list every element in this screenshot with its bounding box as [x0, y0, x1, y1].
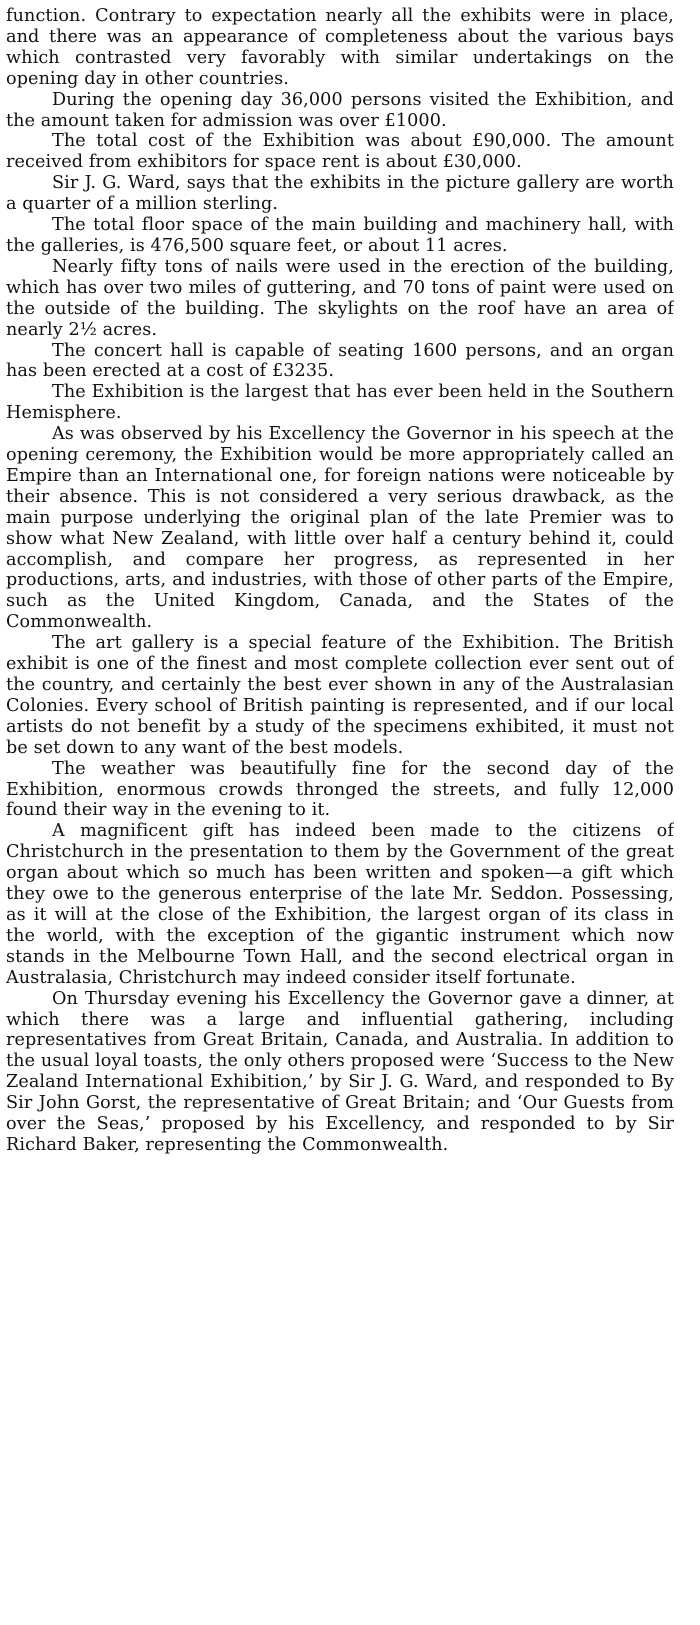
paragraph-opening-day: function. Contrary to expectation nearly all the exhibits were in place, and there was an appearance of completeness about the various bays which contrasted very favorably with similar undertakings on the opening day in other countries.: [6, 6, 674, 89]
paragraph-floor-space: The total floor space of the main building and machinery hall, with the galleries, is 476,500 square feet, or about 11 acres.: [6, 215, 674, 256]
paragraph-weather: The weather was beautifully fine for the second day of the Exhibition, enormous crowds thronged the streets, and fully 12,000 found their way in the evening to it.: [6, 758, 674, 821]
newspaper-column: [6, 6, 674, 1621]
paragraph-art-gallery: The art gallery is a special feature of the Exhibition. The British exhibit is one of the finest and most complete collection ever sent out of the country, and certainly the best ever shown in any of the Australasian Colonies. Every school of British painting is represented, and if our local artists do not benefit by a study of the specimens exhibited, it must not be set down to any want of the best models.: [6, 633, 674, 758]
paragraph-organ-gift: A magnificent gift has indeed been made to the citizens of Christchurch in the presentation to them by the Government of the great organ about which so much has been written and spoken—a gift which they owe to the generous enterprise of the late Mr. Seddon. Possessing, as it will at the close of the Exhibition, the largest organ of its class in the world, with the exception of the gigantic instrument which now stands in the Melbourne Town Hall, and the second electrical organ in Australasia, Christchurch may indeed consider itself fortunate.: [6, 821, 674, 988]
paragraph-largest: The Exhibition is the largest that has ever been held in the Southern Hemisphere.: [6, 382, 674, 424]
paragraph-picture-gallery: Sir J. G. Ward, says that the exhibits in the picture gallery are worth a quarter of a million sterling.: [6, 173, 674, 215]
paragraph-governor-dinner: On Thursday evening his Excellency the Governor gave a dinner, at which there was a large and influential gathering, including representatives from Great Britain, Canada, and Australia. In addition to the usual loyal toasts, the only others proposed were ‘Success to the New Zealand International Exhibition,’ by Sir J. G. Ward, and responded to By Sir John Gorst, the representative of Great Britain; and ‘Our Guests from over the Seas,’ proposed by his Excellency, and responded to by Sir Richard Baker, representing the Commonwealth.: [6, 988, 674, 1155]
paragraph-cost: The total cost of the Exhibition was about £90,000. The amount received from exhibitors for space rent is about £30,000.: [6, 131, 674, 173]
paragraph-governor-speech: As was observed by his Excellency the Governor in his speech at the opening ceremony, the Exhibition would be more appropriately called an Empire than an International one, for foreign nations were noticeable by their absence. This is not considered a very serious drawback, as the main purpose underlying the original plan of the late Premier was to show what New Zealand, with little over half a century behind it, could accomplish, and compare her progress, as represented in her productions, arts, and industries, with those of other parts of the Empire, such as the United Kingdom, Canada, and the States of the Commonwealth.: [6, 424, 674, 633]
paragraph-construction: Nearly fifty tons of nails were used in the erection of the building, which has over two miles of guttering, and 70 tons of paint were used on the outside of the building. The skylights on the roof have an area of nearly 2½ acres.: [6, 256, 674, 340]
paragraph-visitors: During the opening day 36,000 persons visited the Exhibition, and the amount taken for admission was over £1000.: [6, 89, 674, 131]
paragraph-concert-hall: The concert hall is capable of seating 1600 persons, and an organ has been erected at a cost of £3235.: [6, 340, 674, 382]
